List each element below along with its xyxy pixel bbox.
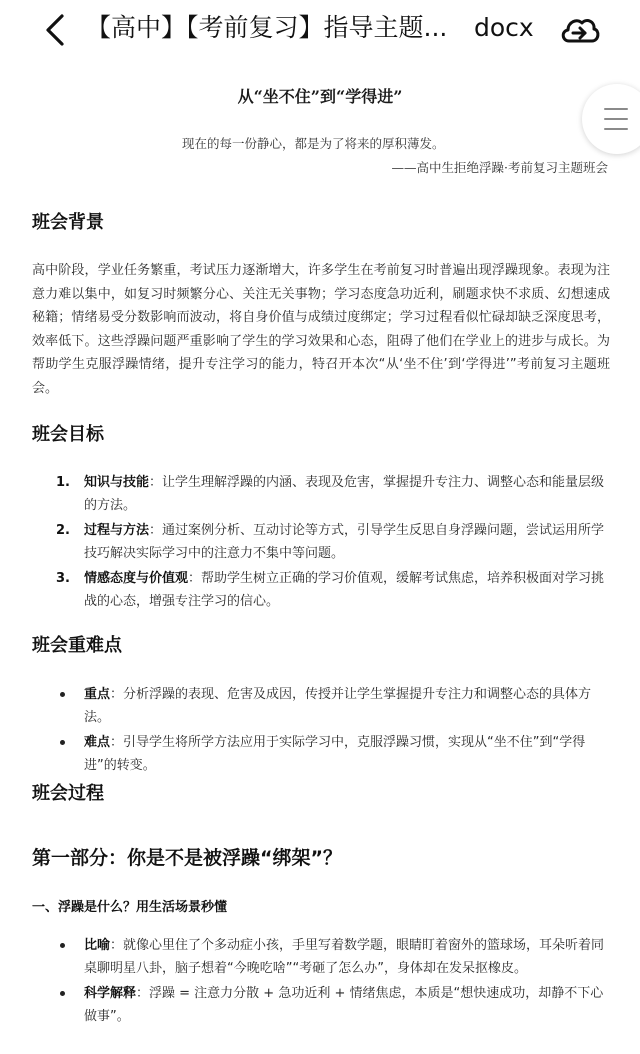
document-title: 【高中】【考前复习】指导主题... <box>86 13 448 42</box>
epigraph-source: ——高中生拒绝浮躁·考前复习主题班会 <box>391 160 608 175</box>
part1-subheading: 一、浮躁是什么？用生活场景秒懂 <box>32 900 228 915</box>
goal-item: 1. 知识与技能：让学生理解浮躁的内涵、表现及危害，掌握提升专注力、调整心态和能量层级的方法。 <box>56 475 605 513</box>
bullet <box>60 991 65 996</box>
keypoint-item: 重点：分析浮躁的表现、危害及成因，传授并让学生掌握提升专注力和调整心态的具体方法。 <box>56 683 610 729</box>
cloud-upload-icon[interactable] <box>558 10 600 50</box>
goal-item: 3. 情感态度与价值观：帮助学生树立正确的学习价值观，缓解考试焦虑，培养积极面对学习挑战的心态，增强专注学习的信心。 <box>56 571 605 609</box>
keypoints-list <box>56 683 610 779</box>
menu-icon <box>604 108 628 110</box>
keypoint-item: 难点：引导学生将所学方法应用于实际学习中，克服浮躁习惯，实现从“坐不住”到“学得进”的转变。 <box>56 731 610 777</box>
epigraph: 现在的每一份静心，都是为了将来的厚积薄发。 <box>182 136 445 151</box>
section-heading-keypoints: 班会重难点 <box>32 635 122 656</box>
section-heading-process: 班会过程 <box>32 783 104 804</box>
chevron-left-icon[interactable] <box>36 10 76 50</box>
part1-list <box>56 934 610 1030</box>
part1-item: 比喻：就像心里住了个多动症小孩，手里写着数学题，眼睛盯着窗外的篮球场，耳朵听着同桌聊明星八卦，脑子想着“今晚吃啥”“考砸了怎么办”，身体却在发呆抠橡皮。 <box>56 934 610 980</box>
part1-item: 科学解释：浮躁 = 注意力分散 + 急功近利 + 情绪焦虑，本质是“想快速成功，却静不下心做事”。 <box>56 982 610 1028</box>
section-heading-background: 班会背景 <box>32 212 104 233</box>
goals-list <box>56 471 610 615</box>
top-bar <box>0 0 640 58</box>
doc-main-title: 从“坐不住”到“学得进” <box>237 87 403 106</box>
goal-item: 2. 过程与方法：通过案例分析、互动讨论等方式，引导学生反思自身浮躁问题，尝试运用所学技巧解决实际学习中的注意力不集中等问题。 <box>56 523 605 561</box>
part1-heading: 第一部分：你是不是被浮躁“绑架”？ <box>32 847 342 869</box>
background-paragraph: 高中阶段，学业任务繁重，考试压力逐渐增大，许多学生在考前复习时普遍出现浮躁现象。表现为注意力难以集中，如复习时频繁分心、关注无关事物；学习态度急功近利，刷题求快不求质、幻想速成秘籍；情绪易受分数影响而波动，将自身价值与成绩过度绑定；学习过程看似忙碌却缺乏深度思考，效率低下。这些浮躁问题严重影响了学生的学习效果和心态，阻碍了他们在学业上的进步与成长。为帮助学生克服浮躁情绪，提升专注学习的能力，特召开本次“从‘坐不住’到‘学得进’”考前复习主题班会。 <box>32 263 610 396</box>
bullet <box>60 692 65 697</box>
section-heading-goals: 班会目标 <box>32 424 104 445</box>
file-extension: docx <box>474 13 534 42</box>
bullet <box>60 740 65 745</box>
bullet <box>60 943 65 948</box>
